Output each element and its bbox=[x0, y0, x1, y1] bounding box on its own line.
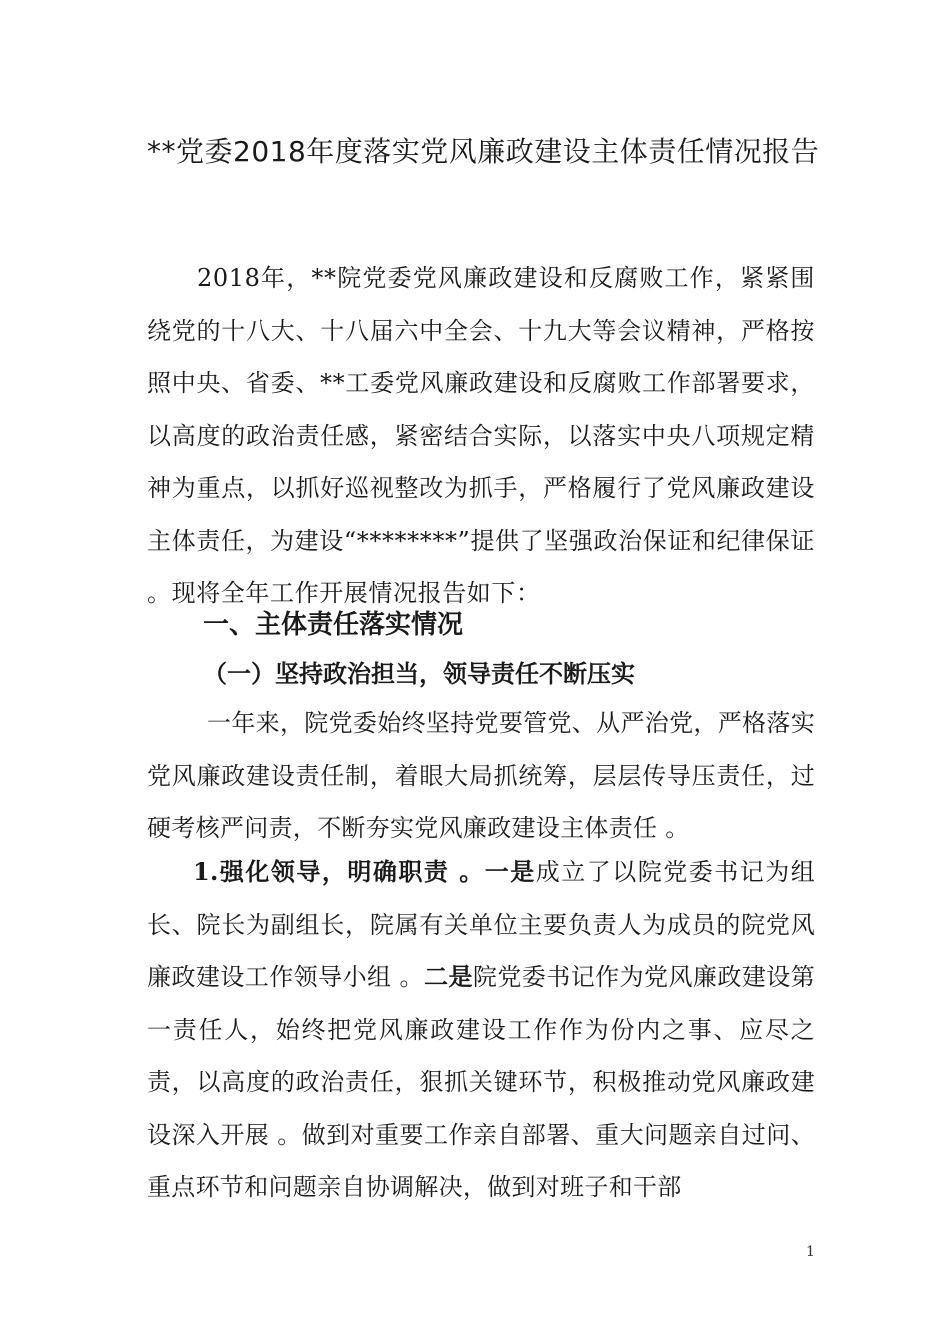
item-marker-second: 二是 bbox=[424, 962, 473, 991]
item-text-second: 院党委书记作为党风廉政建设第一责任人，始终把党风廉政建设工作作为份内之事、应尽之责，以高度的政治责任，狠抓关键环节，积极推动党风廉政建设深入开展 。做到对重要工作亲自部署、重大问题亲自过问、重点环节和问题亲自协调解决，做到对班子和干部 bbox=[147, 963, 816, 1201]
intro-paragraph: 2018年，**院党委党风廉政建设和反腐败工作，紧紧围绕党的十八大、十八届六中全会、十九大等会议精神，严格按照中央、省委、**工委党风廉政建设和反腐败工作部署要求，以高度的政治责任感，紧密结合实际，以落实中央八项规定精神为重点，以抓好巡视整改为抓手，严格履行了党风廉政建设主体责任，为建设“********”提供了坚强政治保证和纪律保证 。现将全年工作开展情况报告如下： bbox=[147, 264, 815, 607]
page-number: 1 bbox=[806, 1244, 815, 1260]
subsection-heading: （一）坚持政治担当，领导责任不断压实 bbox=[203, 659, 635, 688]
item-text-first: 成立了以院党委书记为组长、院长为副组长，院属有关单位主要负责人为成员的院党风廉政建设工作领导小组 。 bbox=[147, 858, 815, 991]
item-lead: 1.强化领导，明确职责 。 bbox=[193, 857, 485, 886]
subsection-paragraph: 一年来，院党委始终坚持党要管党、从严治党，严格落实党风廉政建设责任制，着眼大局抓统筹，层层传导压责任，过硬考核严问责，不断夯实党风廉政建设主体责任 。 bbox=[147, 709, 815, 842]
section-heading: 一、主体责任落实情况 bbox=[203, 610, 464, 640]
item-marker-first: 一是 bbox=[484, 857, 536, 886]
item-paragraph bbox=[147, 846, 815, 1214]
document-title: **党委2018年度落实党风廉政建设主体责任情况报告 bbox=[147, 135, 820, 168]
